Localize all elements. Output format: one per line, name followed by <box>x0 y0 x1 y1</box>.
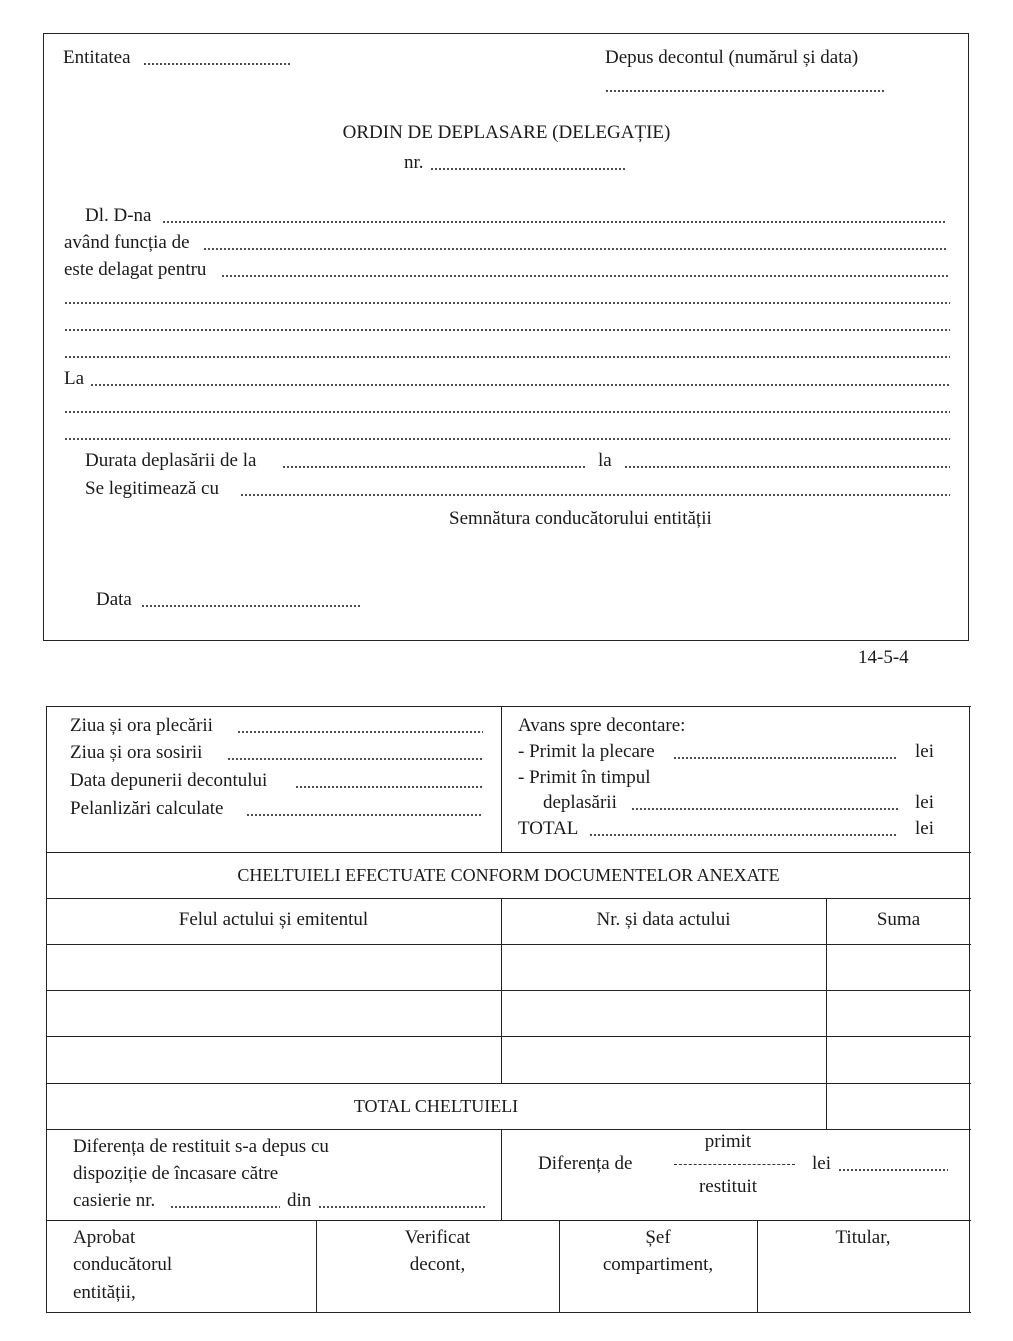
advance-during-label-2: deplasării <box>543 792 617 813</box>
entity-field[interactable] <box>143 63 291 65</box>
difference-label: Diferența de <box>538 1153 633 1174</box>
purpose-line-2[interactable] <box>64 329 950 331</box>
total-expenses-cell[interactable] <box>828 1085 968 1128</box>
table-cell[interactable] <box>48 992 499 1035</box>
advance-title: Avans spre decontare: <box>518 715 686 736</box>
rule <box>46 852 971 853</box>
chief-label-1: Șef <box>645 1227 671 1248</box>
table-border-top <box>46 706 971 707</box>
destination-line-2[interactable] <box>64 411 950 413</box>
fraction-line <box>674 1164 795 1165</box>
delegated-field[interactable] <box>221 275 950 277</box>
table-border-bottom <box>46 1312 971 1313</box>
allowance-label: Pelanlizări calculate <box>70 798 224 819</box>
duration-from-field[interactable] <box>282 466 587 468</box>
column-header-amount: Suma <box>876 909 921 930</box>
advance-received-start-field[interactable] <box>673 757 898 759</box>
table-cell[interactable] <box>828 992 968 1035</box>
refund-text-4: din <box>287 1190 312 1211</box>
column-header-nr-date: Nr. și data actului <box>596 909 731 930</box>
table-cell[interactable] <box>503 1038 824 1082</box>
to-label: La <box>64 368 85 389</box>
duration-to-label: la <box>598 450 612 471</box>
function-field[interactable] <box>203 248 948 250</box>
function-label: având funcția de <box>64 232 190 253</box>
approved-label-3: entității, <box>73 1282 136 1303</box>
table-cell[interactable] <box>503 946 824 989</box>
nr-field[interactable] <box>430 168 626 170</box>
total-expenses-label: TOTAL CHELTUIELI <box>353 1096 519 1116</box>
verified-label-2: decont, <box>409 1254 466 1275</box>
rule <box>46 1036 971 1037</box>
form-code: 14-5-4 <box>858 647 909 668</box>
signature-label: Semnătura conducătorului entității <box>449 508 712 529</box>
table-cell[interactable] <box>503 992 824 1035</box>
date-field[interactable] <box>141 605 362 607</box>
advance-total-field[interactable] <box>589 834 898 836</box>
refund-text-1: Diferența de restituit s-a depus cu <box>73 1136 329 1157</box>
refund-text-2: dispoziție de încasare către <box>73 1163 279 1184</box>
difference-currency: lei <box>812 1153 831 1174</box>
approved-label-2: conducătorul <box>73 1254 173 1275</box>
arrival-field[interactable] <box>227 758 483 760</box>
rule <box>501 1129 502 1221</box>
arrival-label: Ziua și ora sosirii <box>70 742 203 763</box>
advance-during-label: - Primit în timpul <box>518 767 651 788</box>
advance-total-label: TOTAL <box>518 818 579 839</box>
duration-label: Durata deplasării de la <box>85 450 257 471</box>
delegated-label: este delagat pentru <box>64 259 207 280</box>
departure-field[interactable] <box>237 731 483 733</box>
table-cell[interactable] <box>48 946 499 989</box>
destination-field[interactable] <box>90 384 950 386</box>
difference-returned: restituit <box>698 1176 758 1197</box>
deposit-field[interactable] <box>605 90 885 92</box>
name-label: Dl. D-na <box>85 205 152 226</box>
receipt-date-field[interactable] <box>318 1206 485 1208</box>
rule <box>501 706 502 853</box>
rule <box>46 1083 971 1084</box>
entity-label: Entitatea <box>63 47 131 68</box>
currency-label: lei <box>915 741 934 762</box>
currency-label: lei <box>915 818 934 839</box>
settlement-date-label: Data depunerii decontului <box>70 770 268 791</box>
advance-during-field[interactable] <box>631 808 898 810</box>
rule <box>46 990 971 991</box>
date-label: Data <box>96 589 132 610</box>
deposit-label: Depus decontul (numărul și data) <box>605 47 859 68</box>
table-cell[interactable] <box>828 1038 968 1082</box>
approved-label-1: Aprobat <box>73 1227 136 1248</box>
duration-to-field[interactable] <box>624 466 950 468</box>
purpose-line-1[interactable] <box>64 302 950 304</box>
rule <box>46 1220 971 1221</box>
departure-label: Ziua și ora plecării <box>70 715 213 736</box>
name-field[interactable] <box>162 221 945 223</box>
holder-label: Titular, <box>835 1227 891 1248</box>
destination-line-3[interactable] <box>64 438 950 440</box>
id-field[interactable] <box>240 494 950 496</box>
receipt-number-field[interactable] <box>170 1206 280 1208</box>
rule <box>826 898 827 1130</box>
refund-text-3: casierie nr. <box>73 1190 156 1211</box>
page-title: ORDIN DE DEPLASARE (DELEGAȚIE) <box>342 122 671 143</box>
rule <box>46 944 971 945</box>
verified-label-1: Verificat <box>404 1227 471 1248</box>
difference-amount-field[interactable] <box>838 1169 948 1171</box>
column-header-document: Felul actului și emitentul <box>178 909 369 930</box>
rule <box>46 898 971 899</box>
rule <box>46 1129 971 1130</box>
table-cell[interactable] <box>48 1038 499 1082</box>
purpose-line-3[interactable] <box>64 356 950 358</box>
advance-received-start-label: - Primit la plecare <box>518 741 655 762</box>
table-border-right <box>969 706 970 1313</box>
expenses-header: CHELTUIELI EFECTUATE CONFORM DOCUMENTELOR ANEXATE <box>237 865 780 885</box>
settlement-date-field[interactable] <box>295 786 483 788</box>
allowance-field[interactable] <box>246 814 483 816</box>
nr-label: nr. <box>404 152 424 173</box>
currency-label: lei <box>915 792 934 813</box>
table-border-left <box>46 706 47 1313</box>
id-label: Se legitimează cu <box>85 478 219 499</box>
chief-label-2: compartiment, <box>602 1254 714 1275</box>
table-cell[interactable] <box>828 946 968 989</box>
difference-received: primit <box>704 1131 752 1152</box>
